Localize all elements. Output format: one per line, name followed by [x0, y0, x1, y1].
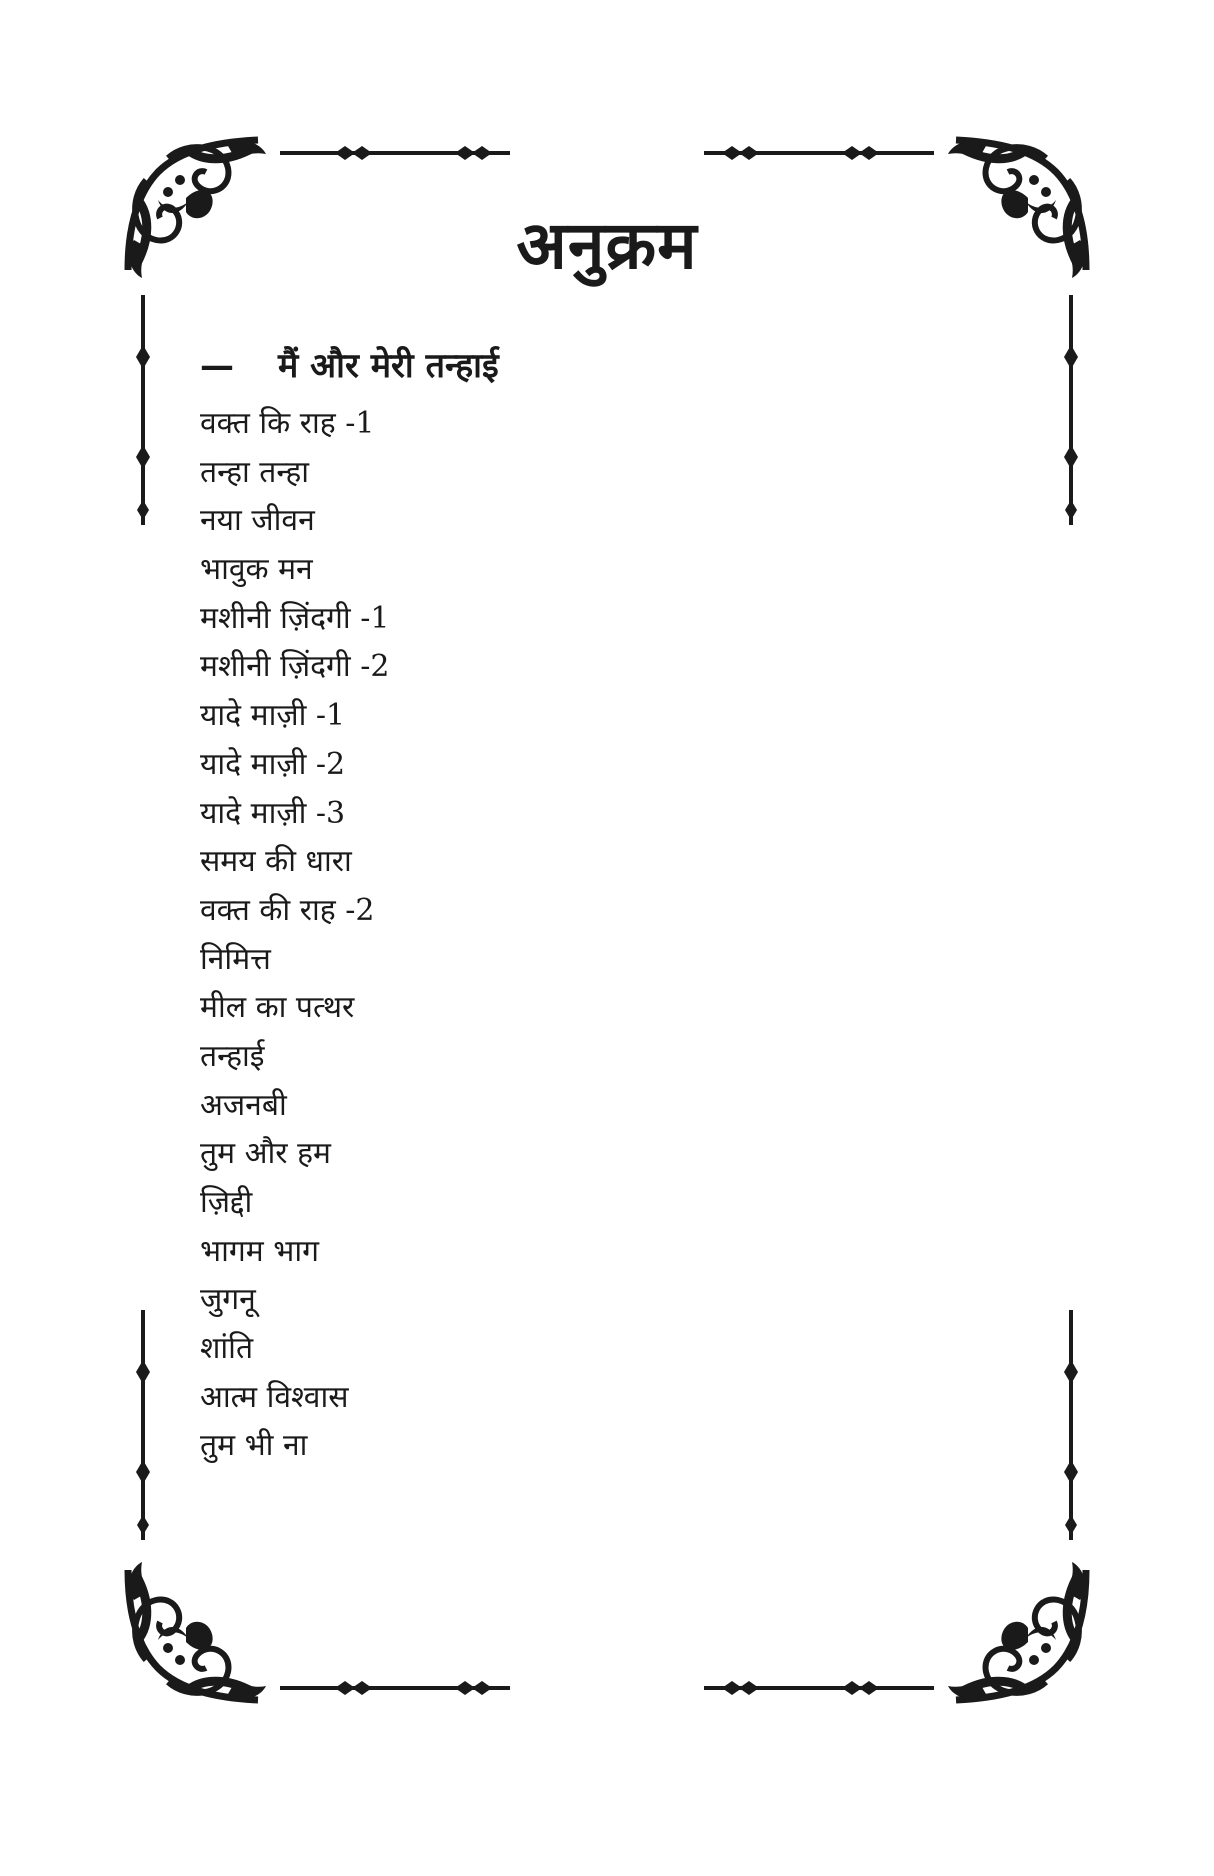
toc-entry: भावुक मन	[200, 552, 313, 588]
diamond-divider-icon	[280, 146, 510, 160]
toc-entry: ज़िद्दी	[200, 1185, 253, 1220]
diamond-divider-icon	[1064, 1310, 1078, 1540]
corner-flourish-icon	[128, 1562, 266, 1700]
diamond-divider-icon	[136, 1310, 150, 1540]
toc-entry: निमित्त	[200, 941, 271, 977]
toc-entry: मशीनी ज़िंदगी -2	[200, 649, 390, 685]
toc-entry: मील का पत्थर	[200, 990, 355, 1026]
toc-entry: अजनबी	[200, 1087, 287, 1123]
toc-entry: तन्हा तन्हा	[200, 454, 310, 490]
toc-entry: समय की धारा	[200, 844, 352, 880]
diamond-divider-icon	[280, 1681, 510, 1695]
toc-entry: जुगनू	[200, 1282, 256, 1318]
toc-entry: शांति	[200, 1331, 254, 1367]
section-dash: —	[200, 346, 234, 386]
toc-entry: यादे माज़ी -2	[200, 746, 346, 782]
toc-entry: वक्त की राह -2	[200, 892, 375, 928]
toc-entry: तुम भी ना	[200, 1428, 308, 1464]
toc-entry: यादे माज़ी -1	[200, 698, 346, 734]
toc-entry: आत्म विश्वास	[200, 1379, 349, 1415]
toc-entry: वक्त कि राह -1	[200, 406, 375, 441]
diamond-divider-icon	[1064, 295, 1078, 525]
diamond-divider-icon	[136, 295, 150, 525]
toc-entry: तन्हाई	[200, 1038, 265, 1074]
toc-entry: मशीनी ज़िंदगी -1	[200, 600, 390, 636]
corner-flourish-icon	[948, 1562, 1086, 1700]
toc-entry: नया जीवन	[200, 503, 315, 539]
diamond-divider-icon	[704, 1681, 934, 1695]
diamond-divider-icon	[704, 146, 934, 160]
toc-entry: यादे माज़ी -3	[200, 795, 346, 831]
section-title: मैं और मेरी तन्हाई	[278, 346, 499, 386]
toc-entry: तुम और हम	[200, 1136, 331, 1172]
section-heading	[200, 340, 499, 392]
page-title: अनुक्रम	[516, 206, 698, 284]
toc-entry: भागम भाग	[200, 1233, 319, 1269]
table-of-contents	[200, 400, 389, 1471]
